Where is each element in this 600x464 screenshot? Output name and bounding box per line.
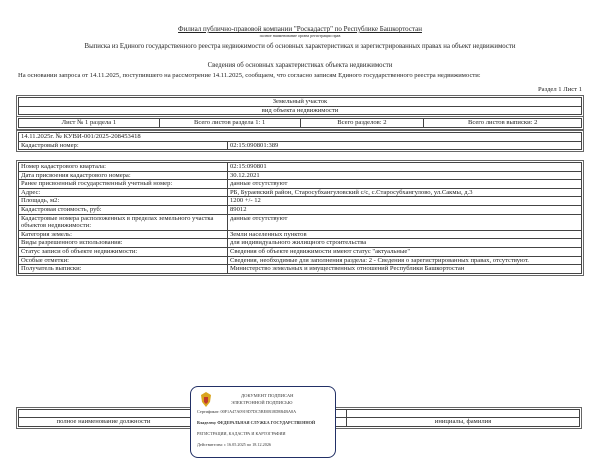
total-sheets: Всего листов выписки: 2 <box>424 119 582 128</box>
object-type-table <box>18 97 582 115</box>
row-label: Номер кадастрового квартала: <box>19 163 228 172</box>
row-value: 02:15:090801 <box>228 163 582 172</box>
row-label: Особые отметки: <box>19 256 228 265</box>
total-sections: Всего разделов: 2 <box>300 119 424 128</box>
row-label: Дата присвоения кадастрового номера: <box>19 171 228 180</box>
row-label: Адрес: <box>19 188 228 197</box>
row-label: Категория земель: <box>19 230 228 239</box>
sheet-number: Лист № 1 раздела 1 <box>19 119 160 128</box>
row-label: Получатель выписки: <box>19 265 228 274</box>
row-value: 89012 <box>228 205 582 214</box>
stamp-owner: Владелец: ФЕДЕРАЛЬНАЯ СЛУЖБА ГОСУДАРСТВЕННОЙ <box>197 420 316 425</box>
row-label: Кадастровые номера расположенных в пределах земельного участка объектов недвижимости: <box>19 214 228 230</box>
table-row <box>19 256 582 265</box>
stamp-line1: ДОКУМЕНТ ПОДПИСАН <box>241 393 294 398</box>
position-caption: полное наименование должности <box>19 418 347 427</box>
name-caption: инициалы, фамилия <box>347 418 580 427</box>
row-value: Земли населенных пунктов <box>228 230 582 239</box>
table-row <box>19 239 582 248</box>
cadastral-number-value: 02:15:090801:389 <box>228 141 582 150</box>
object-type-caption: вид объекта недвижимости <box>19 106 582 115</box>
extract-number-table <box>18 132 582 150</box>
table-row <box>19 180 582 189</box>
section-title: Сведения об основных характеристиках объекта недвижимости <box>207 62 393 69</box>
coat-of-arms-icon <box>199 391 213 408</box>
organization-caption: полное наименование органа регистрации прав <box>259 33 341 38</box>
section-sheet-label: Раздел 1 Лист 1 <box>538 86 582 93</box>
row-value: данные отсутствуют <box>228 214 582 230</box>
row-value: данные отсутствуют <box>228 180 582 189</box>
table-row <box>19 214 582 230</box>
row-value: Сведения, необходимые для заполнения раздела: 2 - Сведения о зарегистрированных правах, отсутствуют. <box>228 256 582 265</box>
row-value: 1200 +/- 12 <box>228 197 582 206</box>
row-value: 30.12.2021 <box>228 171 582 180</box>
characteristics-table <box>18 162 582 274</box>
row-value: для индивидуального жилищного строительства <box>228 239 582 248</box>
table-row <box>19 205 582 214</box>
table-row <box>19 247 582 256</box>
sheet-info-table <box>18 118 582 128</box>
table-row <box>19 265 582 274</box>
organization-name: Филиал публично-правовой компании "Роскадастр" по Республике Башкортостан <box>178 25 422 33</box>
row-label: Площадь, м2: <box>19 197 228 206</box>
table-row <box>19 163 582 172</box>
cadastral-number-label: Кадастровый номер: <box>19 141 228 150</box>
document-title: Выписка из Единого государственного реестра недвижимости об основных характеристиках и зарегистрированных правах на объект недвижимости <box>84 43 516 50</box>
stamp-certificate: Сертификат: 00F1A47A0919D7DC5BE0B18D8B4BA8A <box>197 409 297 414</box>
row-value: Министерство земельных и имущественных отношений Республики Башкортостан <box>228 265 582 274</box>
stamp-line2: ЭЛЕКТРОННОЙ ПОДПИСЬЮ <box>231 400 293 405</box>
stamp-valid: Действителен: с 16.05.2025 по 18.12.2026 <box>197 442 272 447</box>
row-label: Ранее присвоенный государственный учетный номер: <box>19 180 228 189</box>
row-value: РБ, Бураевский район, Старосубхангуловский с/с, с.Старосубхангулово, ул.Сакмы, д.3 <box>228 188 582 197</box>
electronic-signature-stamp <box>190 386 336 458</box>
table-row <box>19 171 582 180</box>
row-label: Статус записи об объекте недвижимости: <box>19 247 228 256</box>
sheets-in-section: Всего листов раздела 1: 1 <box>159 119 300 128</box>
row-label: Виды разрешенного использования: <box>19 239 228 248</box>
extract-number: 14.11.2025г. № КУВИ-001/2025-208453418 <box>19 133 582 142</box>
stamp-owner2: РЕГИСТРАЦИИ, КАДАСТРА И КАРТОГРАФИИ <box>197 431 286 436</box>
table-row <box>19 188 582 197</box>
table-row <box>19 197 582 206</box>
row-value: Сведения об объекте недвижимости имеют статус "актуальные" <box>228 247 582 256</box>
basis-text: На основании запроса от 14.11.2025, поступившего на рассмотрение 14.11.2025, сообщаем, что согласно записям Единого государственного реестра недвижимости: <box>18 72 481 79</box>
object-type: Земельный участок <box>19 98 582 107</box>
table-row <box>19 230 582 239</box>
row-label: Кадастровая стоимость, руб: <box>19 205 228 214</box>
